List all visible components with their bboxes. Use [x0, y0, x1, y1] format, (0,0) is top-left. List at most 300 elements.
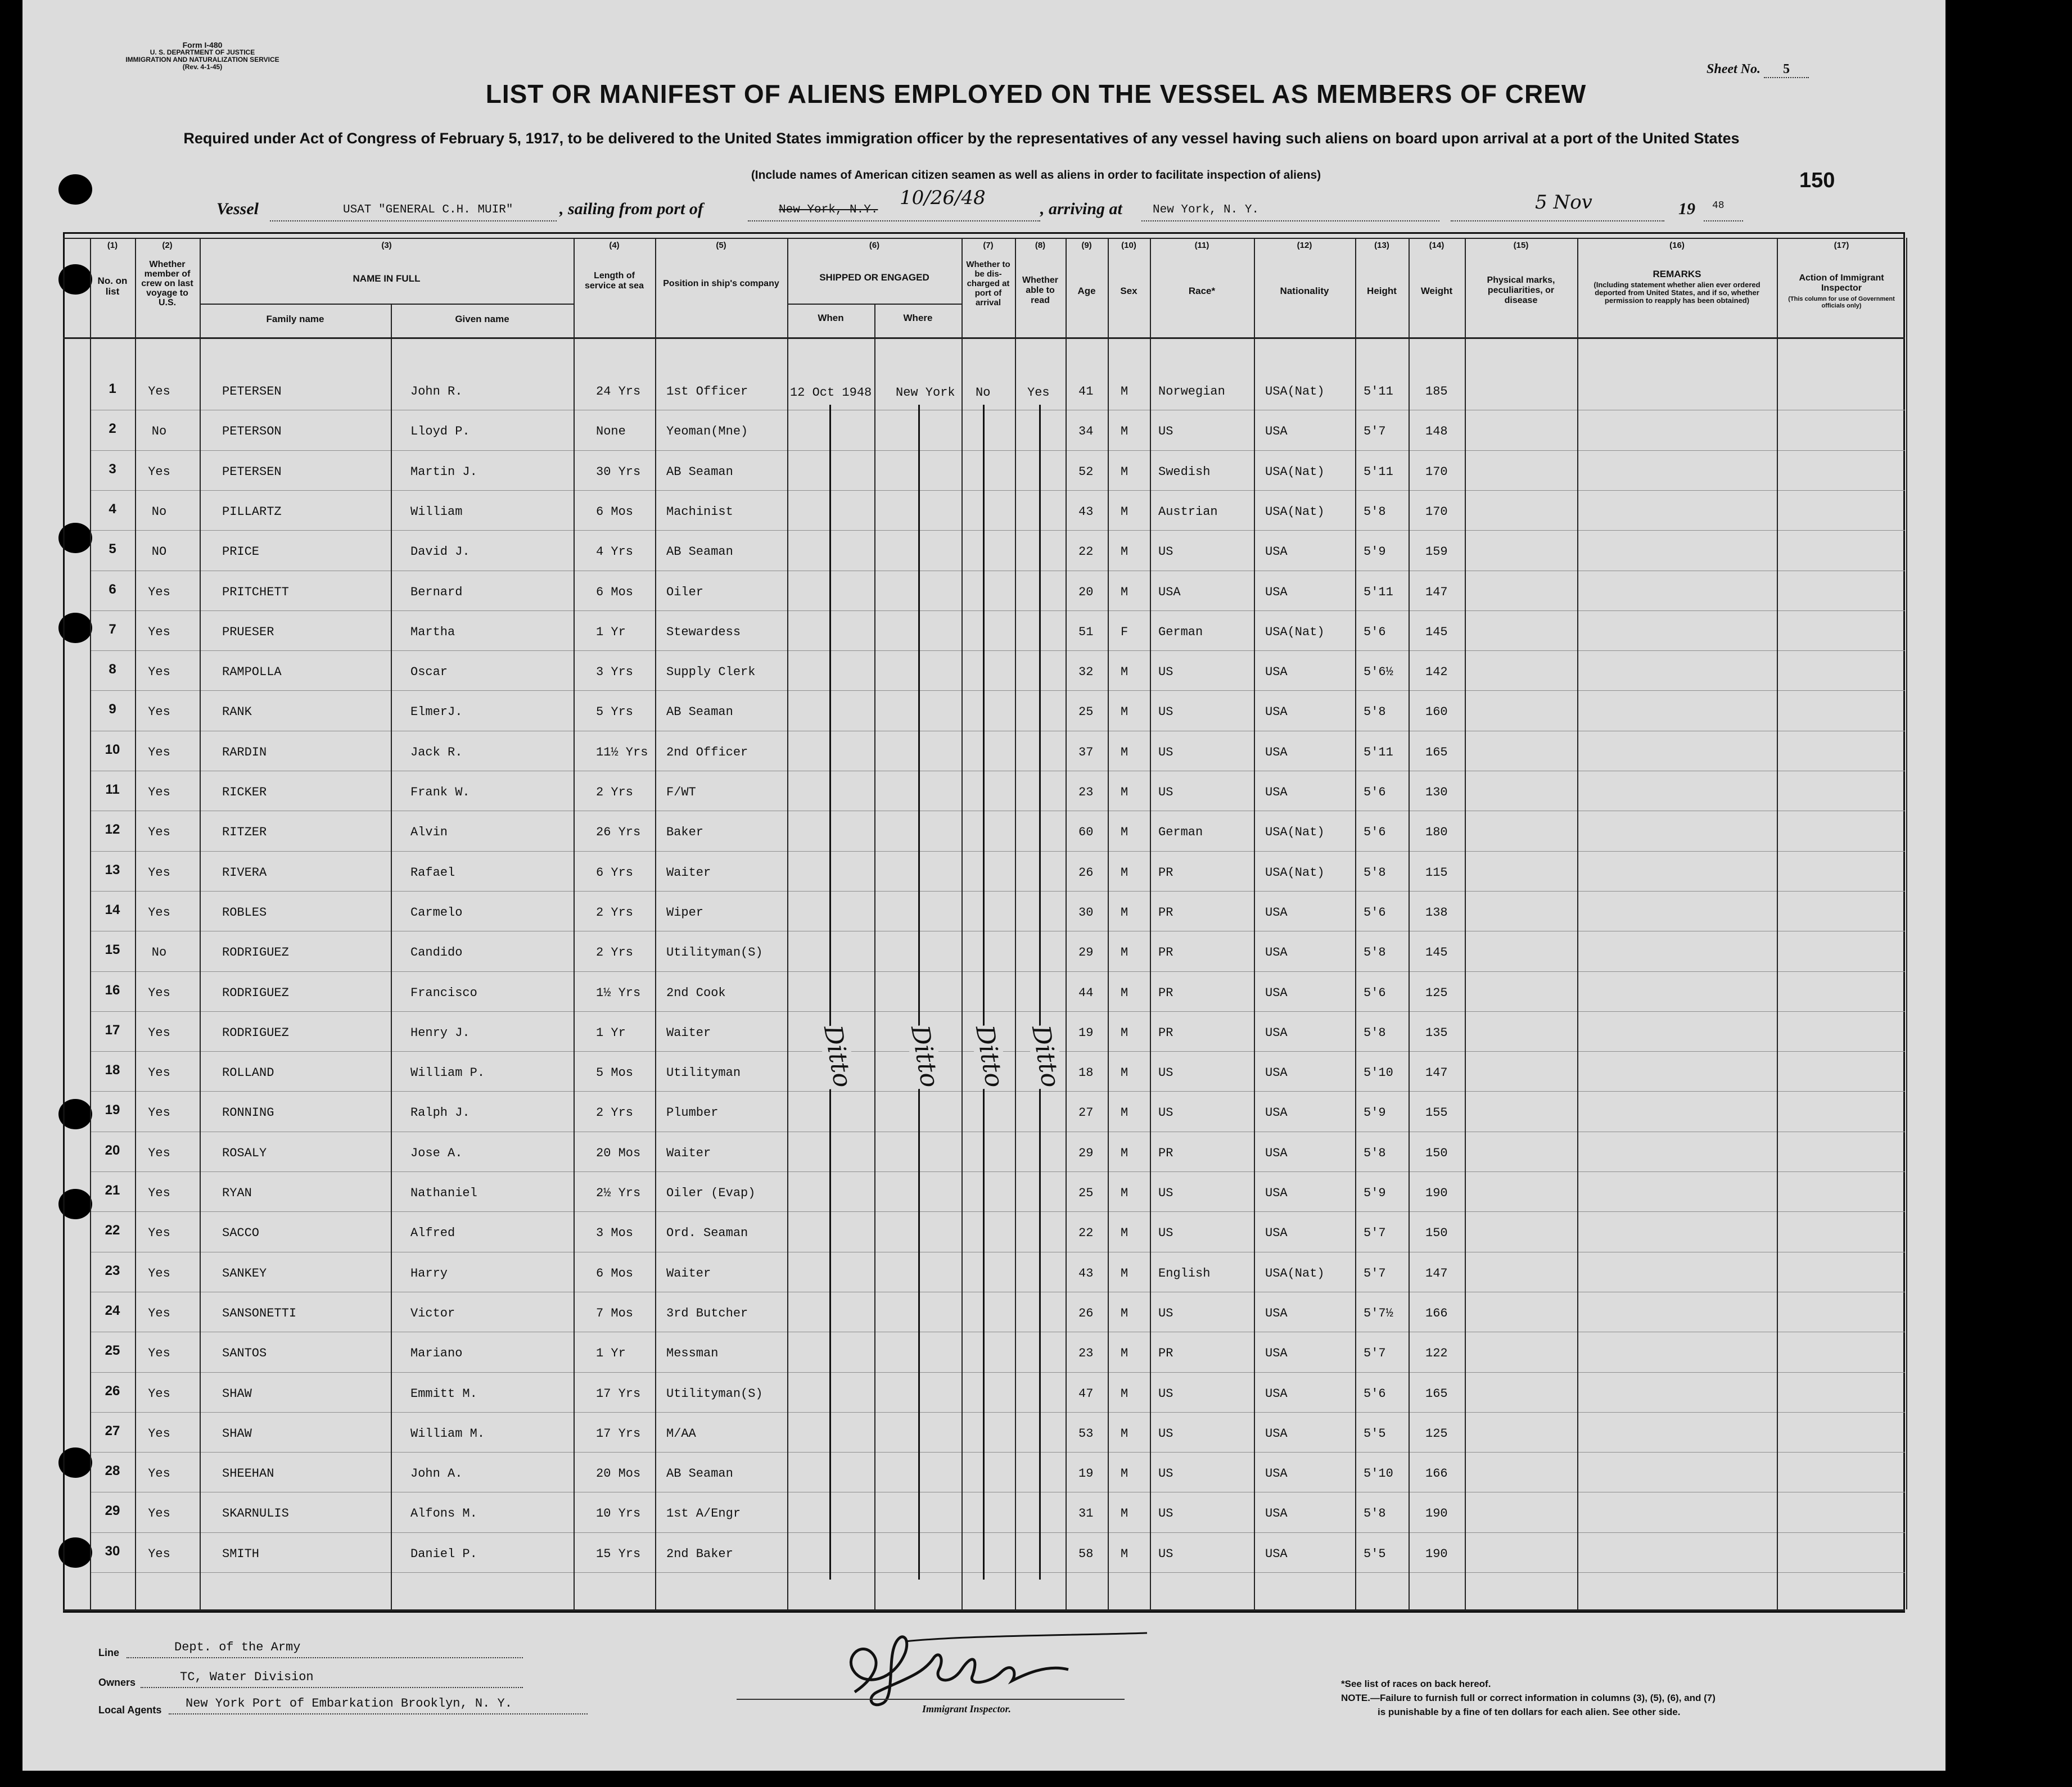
height-cell: 5'6: [1364, 1386, 1386, 1401]
race-cell: US: [1158, 545, 1173, 559]
include-text: (Include names of American citizen seamen as well as aliens in order to facilitate inspection of aliens): [751, 169, 1321, 182]
weight-cell: 138: [1425, 905, 1448, 920]
col-head-action-note: (This column for use of Government officials only): [1788, 296, 1895, 309]
family-name-cell: ROBLES: [222, 905, 267, 920]
given-name-cell: Henry J.: [410, 1025, 470, 1040]
height-cell: 5'5: [1364, 1546, 1386, 1561]
race-cell: US: [1158, 1226, 1173, 1241]
family-name-cell: PRUESER: [222, 625, 274, 639]
height-cell: 5'7½: [1364, 1306, 1393, 1320]
family-name-cell: SKARNULIS: [222, 1506, 289, 1521]
weight-cell: 159: [1425, 545, 1448, 559]
last-voyage-cell: Yes: [148, 705, 170, 720]
column-rule: [574, 238, 575, 1609]
last-voyage-cell: Yes: [148, 625, 170, 639]
col-num-12: (12): [1297, 241, 1312, 250]
col-head-age: Age: [1077, 286, 1096, 296]
position-cell: F/WT: [666, 785, 696, 799]
col-num-4: (4): [609, 241, 620, 250]
position-cell: Baker: [666, 825, 704, 840]
sheet-value: 5: [1764, 62, 1809, 78]
race-cell: USA: [1158, 585, 1181, 599]
height-cell: 5'8: [1364, 865, 1386, 880]
form-dept: U. S. DEPARTMENT OF JUSTICE: [150, 48, 255, 56]
position-cell: Waiter: [666, 1025, 711, 1040]
last-voyage-cell: Yes: [148, 1426, 170, 1441]
position-cell: 3rd Butcher: [666, 1306, 748, 1320]
nationality-cell: USA(Nat): [1265, 384, 1325, 399]
form-rev: (Rev. 4-1-45): [182, 63, 223, 71]
sex-cell: M: [1121, 1467, 1128, 1481]
family-name-cell: ROLLAND: [222, 1066, 274, 1080]
family-name-cell: RANK: [222, 705, 252, 720]
row-rule: [90, 1532, 1905, 1533]
age-cell: 29: [1078, 945, 1094, 960]
page-number: 150: [1799, 169, 1835, 192]
weight-cell: 170: [1425, 464, 1448, 479]
agents-underline: [169, 1713, 588, 1714]
col-head-remarks: REMARKS: [1653, 269, 1701, 279]
sex-cell: M: [1121, 1025, 1128, 1040]
ditto-line-discharged: [983, 405, 985, 1580]
service-cell: 6 Mos: [596, 1266, 634, 1281]
service-cell: 2 Yrs: [596, 785, 634, 799]
last-voyage-cell: Yes: [148, 1546, 170, 1561]
service-cell: 1 Yr: [596, 625, 626, 639]
height-cell: 5'9: [1364, 1186, 1386, 1200]
col-head-remarks-note: (Including statement whether alien ever ordered deported from United States, and if so, whether permission to reapply has been obtained): [1594, 281, 1760, 305]
arriving-label: , arriving at: [1040, 200, 1122, 218]
nationality-cell: USA: [1265, 1506, 1288, 1521]
row-number: 21: [105, 1183, 120, 1198]
last-voyage-cell: Yes: [148, 464, 170, 479]
weight-cell: 165: [1425, 1386, 1448, 1401]
form-number: Form I-480: [182, 40, 223, 49]
row-number: 18: [105, 1062, 120, 1078]
height-cell: 5'6: [1364, 985, 1386, 1000]
family-name-cell: RYAN: [222, 1186, 252, 1200]
family-name-cell: RODRIGUEZ: [222, 945, 289, 960]
given-name-cell: Martha: [410, 625, 455, 639]
last-voyage-cell: Yes: [148, 1186, 170, 1200]
weight-cell: 135: [1425, 1025, 1448, 1040]
column-rule: [1906, 238, 1907, 1609]
last-voyage-cell: NO: [151, 545, 167, 559]
given-name-cell: Harry: [410, 1266, 448, 1281]
row-number: 14: [105, 902, 120, 917]
ditto-line-when: [829, 405, 831, 1580]
race-cell: PR: [1158, 1146, 1173, 1160]
row-number: 23: [105, 1263, 120, 1278]
sex-cell: M: [1121, 785, 1128, 799]
age-cell: 20: [1078, 585, 1094, 599]
height-cell: 5'8: [1364, 945, 1386, 960]
inspector-label: Immigrant Inspector.: [922, 1703, 1012, 1714]
service-cell: 1½ Yrs: [596, 985, 641, 1000]
row-rule: [90, 971, 1905, 972]
name-subrule: [200, 304, 574, 305]
owners-label: Owners: [98, 1677, 136, 1688]
weight-cell: 130: [1425, 785, 1448, 799]
height-cell: 5'7: [1364, 1226, 1386, 1241]
height-cell: 5'5: [1364, 1426, 1386, 1441]
nationality-cell: USA: [1265, 1467, 1288, 1481]
age-cell: 47: [1078, 1386, 1094, 1401]
height-cell: 5'10: [1364, 1467, 1393, 1481]
position-cell: 2nd Baker: [666, 1546, 733, 1561]
race-cell: Austrian: [1158, 504, 1218, 519]
row-number: 8: [109, 662, 116, 677]
weight-cell: 190: [1425, 1186, 1448, 1200]
nationality-cell: USA: [1265, 905, 1288, 920]
height-cell: 5'6: [1364, 905, 1386, 920]
position-cell: AB Seaman: [666, 705, 733, 720]
given-name-cell: Francisco: [410, 985, 477, 1000]
header-top-rule: [63, 238, 1905, 239]
nationality-cell: USA: [1265, 665, 1288, 680]
last-voyage-cell: Yes: [148, 1467, 170, 1481]
position-cell: Stewardess: [666, 625, 741, 639]
position-cell: Waiter: [666, 1266, 711, 1281]
ditto-mark-read: Ditto: [1026, 1023, 1066, 1090]
race-cell: Swedish: [1158, 464, 1211, 479]
given-name-cell: Oscar: [410, 665, 448, 680]
service-cell: 2½ Yrs: [596, 1186, 641, 1200]
column-rule: [90, 238, 91, 1609]
service-cell: 1 Yr: [596, 1025, 626, 1040]
row-rule: [90, 690, 1905, 691]
given-name-cell: William P.: [410, 1066, 485, 1080]
height-cell: 5'6: [1364, 625, 1386, 639]
service-cell: None: [596, 424, 626, 439]
weight-cell: 115: [1425, 865, 1448, 880]
arrival-year: 48: [1712, 200, 1725, 211]
sailing-date-handwritten: 10/26/48: [900, 187, 986, 209]
race-cell: German: [1158, 625, 1203, 639]
footnote-penalty: NOTE.—Failure to furnish full or correct information in columns (3), (5), (6), and (7): [1341, 1693, 1716, 1703]
race-cell: PR: [1158, 985, 1173, 1000]
family-name-cell: PRITCHETT: [222, 585, 289, 599]
weight-cell: 125: [1425, 985, 1448, 1000]
family-name-cell: ROSALY: [222, 1146, 267, 1160]
weight-cell: 166: [1425, 1467, 1448, 1481]
ditto-mark-discharged: Ditto: [969, 1023, 1009, 1090]
vessel-underline: [270, 220, 557, 221]
service-cell: 4 Yrs: [596, 545, 634, 559]
position-cell: Wiper: [666, 905, 704, 920]
row-number: 25: [105, 1343, 120, 1359]
column-rule: [1777, 238, 1778, 1609]
nationality-cell: USA: [1265, 585, 1288, 599]
row-rule: [90, 1011, 1905, 1012]
family-name-cell: RODRIGUEZ: [222, 1025, 289, 1040]
age-cell: 30: [1078, 905, 1094, 920]
family-name-cell: RARDIN: [222, 745, 267, 759]
last-voyage-cell: Yes: [148, 665, 170, 680]
sex-cell: M: [1121, 865, 1128, 880]
year-prefix: 19: [1678, 200, 1695, 218]
given-name-cell: Nathaniel: [410, 1186, 477, 1200]
age-cell: 60: [1078, 825, 1094, 840]
service-cell: 15 Yrs: [596, 1546, 641, 1561]
family-name-cell: SANSONETTI: [222, 1306, 297, 1320]
weight-cell: 125: [1425, 1426, 1448, 1441]
height-cell: 5'8: [1364, 1025, 1386, 1040]
col-head-name: NAME IN FULL: [353, 273, 421, 284]
sex-cell: M: [1121, 745, 1128, 759]
last-voyage-cell: Yes: [148, 384, 170, 399]
height-cell: 5'9: [1364, 545, 1386, 559]
nationality-cell: USA: [1265, 545, 1288, 559]
row-number: 3: [109, 461, 116, 477]
sex-cell: M: [1121, 1146, 1128, 1160]
column-rule: [1355, 238, 1356, 1609]
weight-cell: 147: [1425, 585, 1448, 599]
footnote-penalty-cont: is punishable by a fine of ten dollars for each alien. See other side.: [1378, 1707, 1681, 1717]
family-name-cell: SMITH: [222, 1546, 260, 1561]
sex-cell: M: [1121, 985, 1128, 1000]
service-cell: 6 Mos: [596, 585, 634, 599]
race-cell: PR: [1158, 1346, 1173, 1361]
age-cell: 19: [1078, 1025, 1094, 1040]
service-cell: 17 Yrs: [596, 1386, 641, 1401]
weight-cell: 147: [1425, 1066, 1448, 1080]
last-voyage-cell: Yes: [148, 1066, 170, 1080]
weight-cell: 148: [1425, 424, 1448, 439]
row-number: 30: [105, 1543, 120, 1559]
sheet-label: Sheet No.: [1707, 62, 1760, 76]
position-cell: AB Seaman: [666, 1467, 733, 1481]
last-voyage-cell: Yes: [148, 1146, 170, 1160]
age-cell: 26: [1078, 865, 1094, 880]
family-name-cell: PETERSEN: [222, 384, 282, 399]
age-cell: 52: [1078, 464, 1094, 479]
race-cell: PR: [1158, 1025, 1173, 1040]
family-name-cell: RITZER: [222, 825, 267, 840]
row-number: 6: [109, 581, 116, 597]
given-name-cell: Martin J.: [410, 464, 477, 479]
col-head-position: Position in ship's company: [663, 279, 779, 288]
row-rule: [90, 650, 1905, 651]
required-text: Required under Act of Congress of February 5, 1917, to be delivered to the United States immigration officer by the representatives of any vessel having such aliens on board upon arrival at a port of the United States: [183, 130, 1740, 147]
col-head-family: Family name: [266, 314, 324, 324]
owners-value: TC, Water Division: [180, 1670, 314, 1684]
row-number: 5: [109, 541, 116, 557]
sheet-number: [1707, 62, 1809, 78]
page-title: LIST OR MANIFEST OF ALIENS EMPLOYED ON THE VESSEL AS MEMBERS OF CREW: [485, 79, 1587, 108]
sex-cell: M: [1121, 424, 1128, 439]
sex-cell: M: [1121, 1346, 1128, 1361]
col-num-6: (6): [869, 241, 880, 250]
col-num-10: (10): [1121, 241, 1136, 250]
service-cell: 30 Yrs: [596, 464, 641, 479]
nationality-cell: USA: [1265, 1146, 1288, 1160]
col-num-8: (8): [1035, 241, 1046, 250]
sex-cell: M: [1121, 945, 1128, 960]
position-cell: Ord. Seaman: [666, 1226, 748, 1241]
nationality-cell: USA(Nat): [1265, 504, 1325, 519]
weight-cell: 155: [1425, 1106, 1448, 1120]
service-cell: 17 Yrs: [596, 1426, 641, 1441]
race-cell: PR: [1158, 865, 1173, 880]
given-name-cell: Ralph J.: [410, 1106, 470, 1120]
race-cell: US: [1158, 424, 1173, 439]
row-number: 16: [105, 982, 120, 998]
age-cell: 22: [1078, 1226, 1094, 1241]
row-number: 26: [105, 1383, 120, 1399]
col-head-where: Where: [903, 313, 933, 323]
arriving-port: New York, N. Y.: [1153, 203, 1260, 216]
family-name-cell: RONNING: [222, 1106, 274, 1120]
race-cell: US: [1158, 1546, 1173, 1561]
sex-cell: M: [1121, 1106, 1128, 1120]
nationality-cell: USA: [1265, 1106, 1288, 1120]
given-name-cell: Carmelo: [410, 905, 463, 920]
weight-cell: 170: [1425, 504, 1448, 519]
row-number: 28: [105, 1463, 120, 1479]
row-number: 19: [105, 1102, 120, 1118]
position-cell: Waiter: [666, 1146, 711, 1160]
shipped-subrule: [787, 304, 961, 305]
last-voyage-cell: Yes: [148, 1506, 170, 1521]
row-rule: [90, 490, 1905, 491]
position-cell: Utilityman(S): [666, 1386, 763, 1401]
column-rule: [1108, 238, 1109, 1609]
position-cell: M/AA: [666, 1426, 696, 1441]
height-cell: 5'7: [1364, 1346, 1386, 1361]
row-number: 24: [105, 1302, 120, 1318]
nationality-cell: USA: [1265, 705, 1288, 720]
given-name-cell: Emmitt M.: [410, 1386, 477, 1401]
height-cell: 5'6: [1364, 785, 1386, 799]
last-voyage-cell: Yes: [148, 745, 170, 759]
sex-cell: M: [1121, 825, 1128, 840]
age-cell: 43: [1078, 504, 1094, 519]
arriving-underline: [1141, 220, 1439, 221]
height-cell: 5'8: [1364, 1146, 1386, 1160]
height-cell: 5'8: [1364, 504, 1386, 519]
weight-cell: 147: [1425, 1266, 1448, 1281]
age-cell: 53: [1078, 1426, 1094, 1441]
age-cell: 27: [1078, 1106, 1094, 1120]
service-cell: 10 Yrs: [596, 1506, 641, 1521]
col-num-15: (15): [1513, 241, 1529, 250]
row-number: 15: [105, 942, 120, 958]
weight-cell: 166: [1425, 1306, 1448, 1320]
sailing-port: New York, N.Y.: [779, 203, 878, 216]
vessel-name: USAT "GENERAL C.H. MUIR": [343, 203, 513, 216]
ditto-line-read: [1039, 405, 1041, 1580]
inspector-underline: [737, 1699, 1125, 1700]
service-cell: 2 Yrs: [596, 1106, 634, 1120]
weight-cell: 190: [1425, 1506, 1448, 1521]
col-num-5: (5): [716, 241, 726, 250]
sex-cell: M: [1121, 585, 1128, 599]
column-rule: [135, 238, 136, 1609]
col-num-13: (13): [1374, 241, 1389, 250]
col-num-1: (1): [107, 241, 118, 250]
height-cell: 5'10: [1364, 1066, 1393, 1080]
weight-cell: 180: [1425, 825, 1448, 840]
last-voyage-cell: Yes: [148, 985, 170, 1000]
race-cell: US: [1158, 1386, 1173, 1401]
row-rule: [90, 530, 1905, 531]
race-cell: US: [1158, 1506, 1173, 1521]
last-voyage-cell: Yes: [148, 585, 170, 599]
position-cell: AB Seaman: [666, 545, 733, 559]
position-cell: 2nd Cook: [666, 985, 726, 1000]
age-cell: 25: [1078, 1186, 1094, 1200]
service-cell: 7 Mos: [596, 1306, 634, 1320]
row-rule: [90, 891, 1905, 892]
row-rule: [90, 1452, 1905, 1453]
column-rule: [787, 238, 788, 1609]
age-cell: 43: [1078, 1266, 1094, 1281]
ditto-line-where: [918, 405, 920, 1580]
race-cell: English: [1158, 1266, 1211, 1281]
family-name-cell: PETERSEN: [222, 464, 282, 479]
weight-cell: 122: [1425, 1346, 1448, 1361]
shipped-when: 12 Oct 1948: [790, 386, 872, 400]
position-cell: Supply Clerk: [666, 665, 756, 680]
column-rule: [1409, 238, 1410, 1609]
family-name-cell: RODRIGUEZ: [222, 985, 289, 1000]
age-cell: 26: [1078, 1306, 1094, 1320]
race-cell: US: [1158, 1186, 1173, 1200]
row-number: 10: [105, 741, 120, 757]
height-cell: 5'11: [1364, 585, 1393, 599]
shipped-where: New York: [896, 386, 955, 400]
nationality-cell: USA: [1265, 1226, 1288, 1241]
given-name-cell: John R.: [410, 384, 463, 399]
service-cell: 2 Yrs: [596, 945, 634, 960]
sex-cell: M: [1121, 905, 1128, 920]
weight-cell: 185: [1425, 384, 1448, 399]
col-head-read: Whether able to read: [1022, 275, 1058, 305]
height-cell: 5'11: [1364, 745, 1393, 759]
nationality-cell: USA: [1265, 985, 1288, 1000]
height-cell: 5'6½: [1364, 665, 1393, 680]
year-underline: [1704, 220, 1743, 221]
col-head-no: No. on list: [97, 275, 128, 297]
family-name-cell: SACCO: [222, 1226, 260, 1241]
footnote-races: *See list of races on back hereof.: [1341, 1679, 1491, 1689]
nationality-cell: USA: [1265, 745, 1288, 759]
column-rule: [874, 304, 875, 1609]
service-cell: 20 Mos: [596, 1467, 641, 1481]
owners-underline: [141, 1687, 523, 1688]
service-cell: 5 Mos: [596, 1066, 634, 1080]
col-num-16: (16): [1669, 241, 1685, 250]
service-cell: 2 Yrs: [596, 905, 634, 920]
col-head-physical: Physical marks, peculiarities, or disease: [1487, 275, 1555, 305]
sex-cell: M: [1121, 1546, 1128, 1561]
position-cell: Messman: [666, 1346, 719, 1361]
col-head-race: Race*: [1188, 286, 1216, 296]
nationality-cell: USA: [1265, 1546, 1288, 1561]
age-cell: 23: [1078, 785, 1094, 799]
race-cell: US: [1158, 1106, 1173, 1120]
service-cell: 24 Yrs: [596, 384, 641, 399]
sex-cell: M: [1121, 464, 1128, 479]
given-name-cell: Alvin: [410, 825, 448, 840]
family-name-cell: PETERSON: [222, 424, 282, 439]
row-rule: [90, 851, 1905, 852]
last-voyage-cell: No: [151, 424, 167, 439]
sex-cell: M: [1121, 545, 1128, 559]
col-head-weight: Weight: [1420, 286, 1453, 296]
sailing-label: , sailing from port of: [559, 200, 703, 218]
